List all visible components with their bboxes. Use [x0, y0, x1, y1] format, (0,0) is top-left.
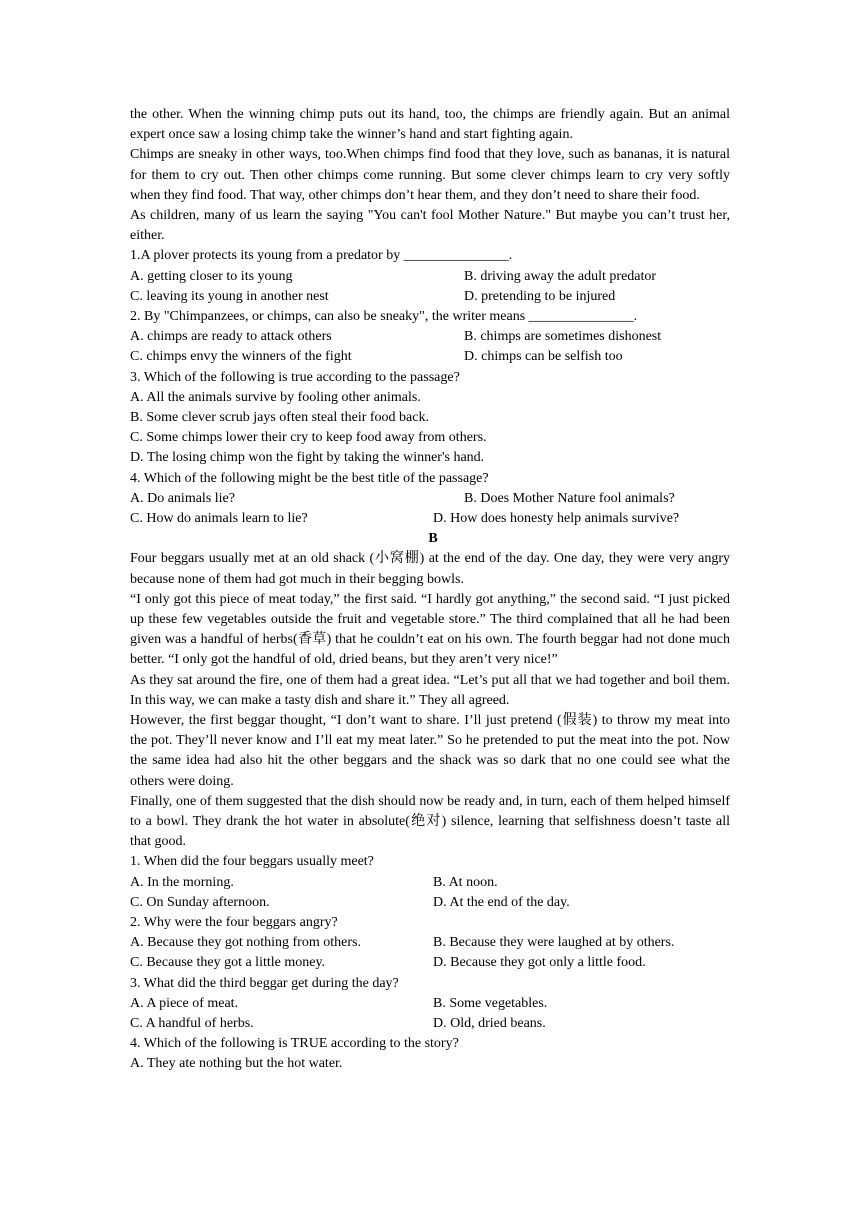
- question-b3-options-row-1: [130, 994, 730, 1014]
- question-b1-options-row-1: [130, 873, 730, 893]
- option-a: A. They ate nothing but the hot water.: [130, 1056, 343, 1072]
- option-b: B. driving away the adult predator: [464, 268, 657, 284]
- question-b1-stem: 1. When did the four beggars usually meet?: [130, 854, 374, 870]
- option-d: D. chimps can be selfish too: [464, 349, 623, 365]
- passage-b-paragraph-1: Four beggars usually met at an old shack (小窝棚) at the end of the day. One day, they were very angry because none of them had got much in their begging bowls.: [130, 551, 730, 587]
- question-a1-options-row-2: [130, 287, 730, 307]
- passage-b-paragraph-3: As they sat around the fire, one of them had a great idea. “Let’s put all that we had together and boil them. In this way, we can make a tasty dish and share it.” They all agreed.: [130, 672, 730, 708]
- option-c: C. On Sunday afternoon.: [130, 894, 270, 910]
- passage-a-paragraph-1: the other. When the winning chimp puts out its hand, too, the chimps are friendly again. But an animal expert once saw a losing chimp take the winner’s hand and start fighting again.: [130, 107, 730, 143]
- option-d: D. At the end of the day.: [433, 894, 570, 910]
- passage-a-paragraph-2: Chimps are sneaky in other ways, too.When chimps find food that they love, such as bananas, it is natural for them to cry out. Then other chimps come running. But some clever chimps learn to cry very softly when they find food. That way, other chimps don’t hear them, and they don’t need to share their food.: [130, 147, 730, 203]
- document-page: [130, 105, 730, 1075]
- question-b2-stem: 2. Why were the four beggars angry?: [130, 915, 338, 930]
- question-b1-options-row-2: [130, 893, 730, 913]
- option-a: A. getting closer to its young: [130, 268, 293, 284]
- option-d: D. How does honesty help animals survive?: [433, 510, 680, 526]
- question-a4-stem: 4. Which of the following might be the best title of the passage?: [130, 470, 489, 486]
- question-a4-options-row-2: [130, 509, 730, 529]
- passage-b-paragraph-2: “I only got this piece of meat today,” the first said. “I hardly got anything,” the second said. “I just picked up these few vegetables outside the fruit and vegetable store.” The third complained that all he had been given was a handful of herbs(香草) that he couldn’t eat on his own. The fourth beggar had not done much better. “I only got the handful of old, dried beans, but they aren’t very nice!”: [130, 591, 730, 668]
- option-b: B. Does Mother Nature fool animals?: [464, 490, 675, 506]
- question-b3-options-row-2: [130, 1014, 730, 1034]
- option-c: C. Because they got a little money.: [130, 955, 326, 971]
- option-c: C. chimps envy the winners of the fight: [130, 349, 352, 365]
- option-a: A. chimps are ready to attack others: [130, 329, 332, 345]
- option-c: C. Some chimps lower their cry to keep food away from others.: [130, 430, 487, 446]
- option-a: A. A piece of meat.: [130, 995, 239, 1011]
- option-c: C. A handful of herbs.: [130, 1015, 254, 1031]
- option-c: C. How do animals learn to lie?: [130, 510, 308, 526]
- option-b: B. Some vegetables.: [433, 995, 548, 1011]
- option-d: D. Old, dried beans.: [433, 1015, 546, 1031]
- option-d: D. Because they got only a little food.: [433, 955, 646, 971]
- option-d: D. The losing chimp won the fight by taking the winner's hand.: [130, 450, 485, 466]
- option-a: A. All the animals survive by fooling other animals.: [130, 389, 421, 405]
- question-b4-stem: 4. Which of the following is TRUE according to the story?: [130, 1036, 459, 1052]
- question-a3-stem: 3. Which of the following is true according to the passage?: [130, 369, 460, 385]
- question-a2-stem: 2. By "Chimpanzees, or chimps, can also be sneaky", the writer means _______________.: [130, 309, 638, 324]
- question-a2-options-row-1: [130, 327, 730, 347]
- question-b3-stem: 3. What did the third beggar get during the day?: [130, 975, 399, 991]
- option-a: A. In the morning.: [130, 874, 234, 890]
- question-a2-options-row-2: [130, 347, 730, 367]
- passage-b-paragraph-4: However, the first beggar thought, “I don’t want to share. I’ll just pretend (假装) to throw my meat into the pot. They’ll never know and I’ll eat my meat later.” So he pretended to put the meat into the pot. Now the same idea had also hit the other beggars and the shack was so dark that no one could see what the others were doing.: [130, 713, 730, 789]
- question-a1-stem: 1.A plover protects its young from a predator by _______________.: [130, 248, 513, 264]
- passage-b-paragraph-5: Finally, one of them suggested that the dish should now be ready and, in turn, each of them helped himself to a bowl. They drank the hot water in absolute(绝对) silence, learning that selfishness doesn’t taste all that good.: [130, 793, 730, 850]
- section-heading-b: B: [428, 531, 438, 547]
- passage-a-paragraph-3: As children, many of us learn the saying "You can't fool Mother Nature." But maybe you can’t trust her, either.: [130, 208, 730, 244]
- option-b: B. Some clever scrub jays often steal their food back.: [130, 409, 429, 425]
- option-b: B. At noon.: [433, 874, 498, 890]
- option-a: A. Because they got nothing from others.: [130, 935, 361, 951]
- question-a4-options-row-1: [130, 489, 730, 509]
- option-d: D. pretending to be injured: [464, 288, 616, 304]
- question-b2-options-row-1: [130, 933, 730, 953]
- option-c: C. leaving its young in another nest: [130, 288, 329, 304]
- option-b: B. Because they were laughed at by others.: [433, 935, 675, 951]
- question-b2-options-row-2: [130, 953, 730, 973]
- question-a1-options-row-1: [130, 267, 730, 287]
- option-a: A. Do animals lie?: [130, 490, 235, 506]
- option-b: B. chimps are sometimes dishonest: [464, 329, 662, 345]
